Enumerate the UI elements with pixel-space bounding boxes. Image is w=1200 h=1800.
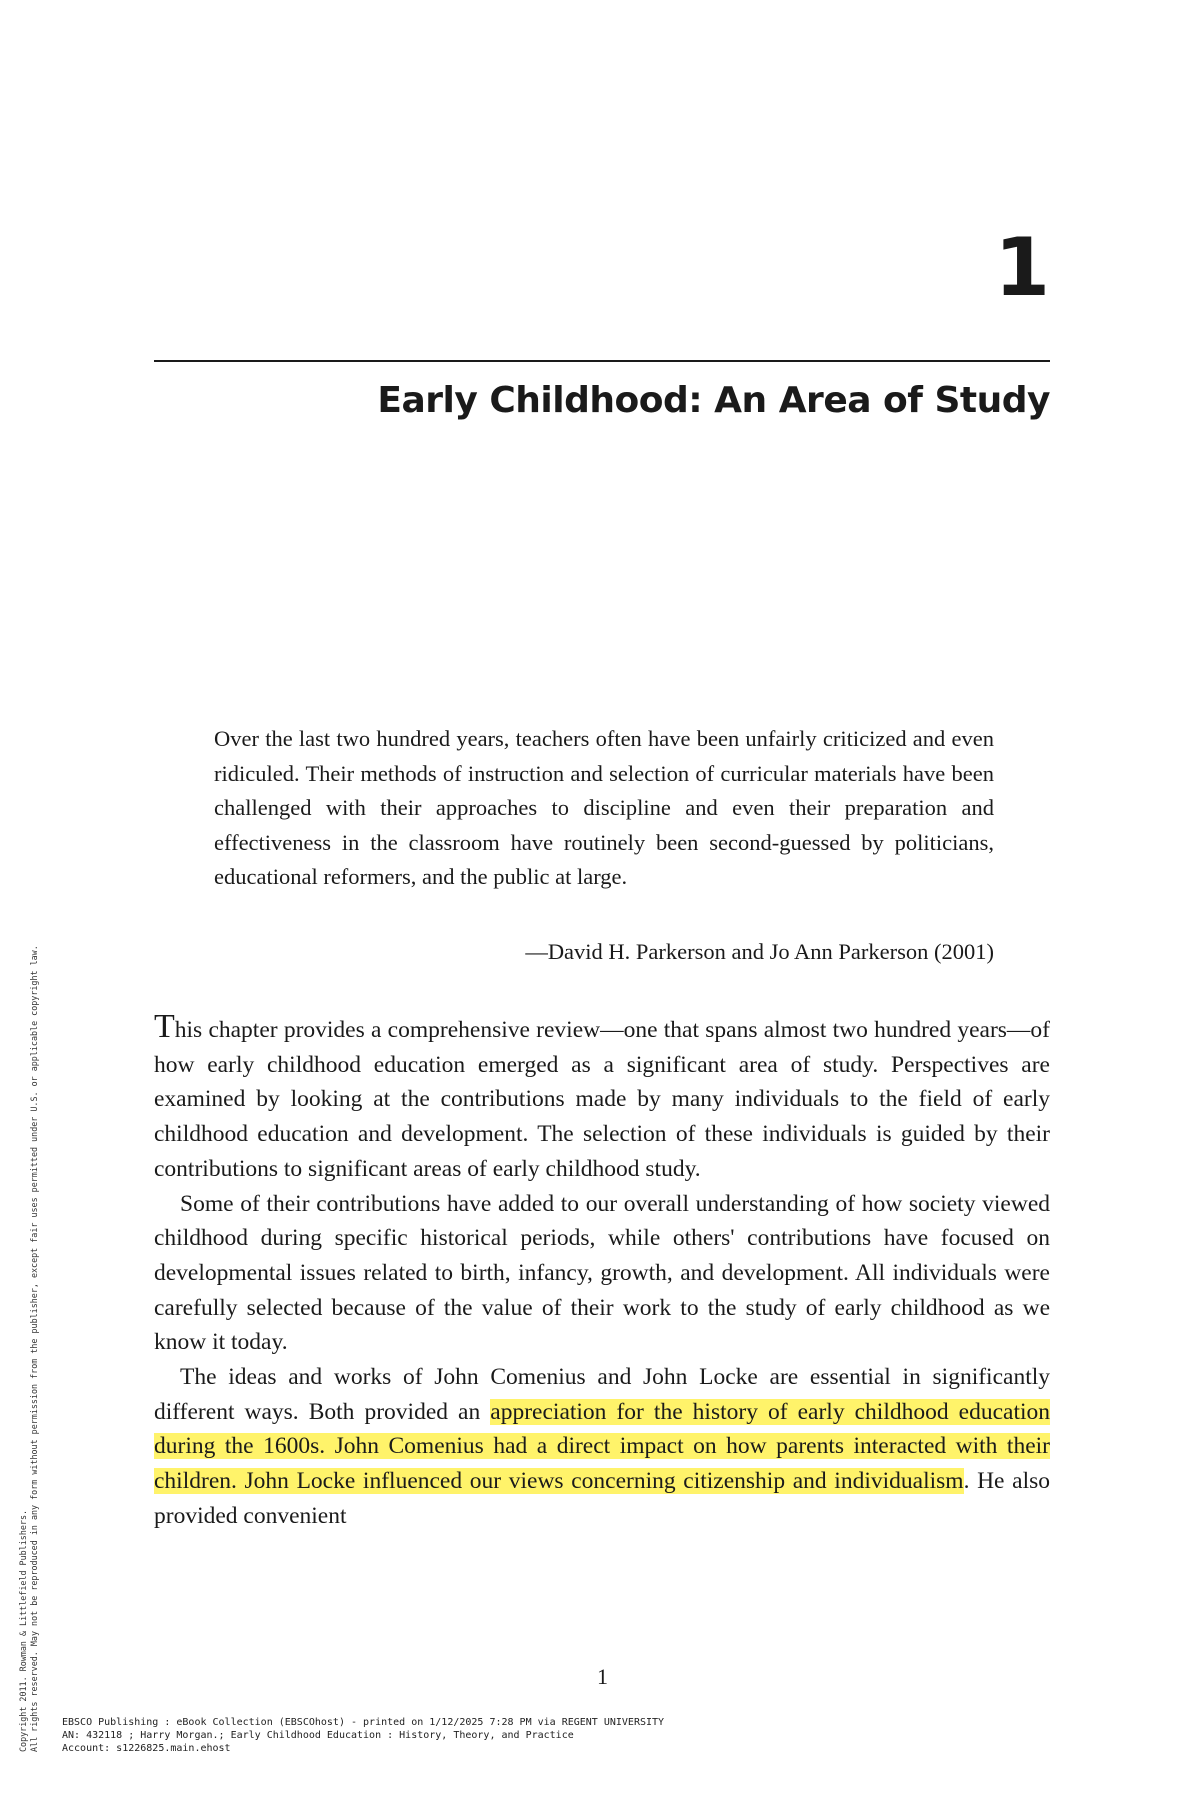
paragraph-1-text: his chapter provides a comprehensive review—one that spans almost two hundred years—of how early childhood education emerged as a significant area of study. Perspectives are examined by looking at the contributions made by many individuals to the field of early childhood education and development. The selection of these individuals is guided by their contributions to significant areas of early childhood study. <box>154 1017 1050 1182</box>
chapter-body <box>154 1010 1050 1534</box>
footer-line-2: AN: 432118 ; Harry Morgan.; Early Childhood Education : History, Theory, and Practice <box>62 1730 574 1741</box>
drop-cap: T <box>154 1008 175 1045</box>
epigraph-quote: Over the last two hundred years, teachers often have been unfairly criticized and even ridiculed. Their methods of instruction and selection of curricular materials have been challenged with their approaches to discipline and even their preparation and effectiveness in the classroom have routinely been second-guessed by politicians, educational reformers, and the public at large. <box>214 726 994 889</box>
footer-line-1: EBSCO Publishing : eBook Collection (EBSCOhost) - printed on 1/12/2025 7:28 PM via REGENT UNIVERSITY <box>62 1717 665 1728</box>
copyright-line-1: Copyright 2011. Rowman & Littlefield Publishers. <box>18 1509 28 1752</box>
epigraph-attribution: —David H. Parkerson and Jo Ann Parkerson (2001) <box>525 939 994 964</box>
body-paragraph-1 <box>154 1010 1050 1187</box>
chapter-rule <box>154 360 1050 362</box>
copyright-line-2: All rights reserved. May not be reproduced in any form without permission from the publisher, except fair uses permitted under U.S. or applicable copyright law. <box>29 945 39 1752</box>
ebsco-footer <box>62 1716 664 1755</box>
body-paragraph-2: Some of their contributions have added to our overall understanding of how society viewed childhood during specific historical periods, while others' contributions have focused on developmental issues related to birth, infancy, growth, and development. All individuals were carefully selected because of the value of their work to the study of early childhood as we know it today. <box>154 1190 1050 1356</box>
chapter-title: Early Childhood: An Area of Study <box>377 380 1050 421</box>
body-paragraph-3 <box>154 1360 1050 1534</box>
page-number: 1 <box>597 1664 608 1689</box>
chapter-number: 1 <box>994 221 1050 314</box>
highlighted-passage[interactable]: appreciation for the history of early childhood education during the 1600s. John Comenius had a direct impact on how parents interacted with their children. John Locke influenced our views concerning citizenship and individualism <box>154 1398 1051 1495</box>
paragraph-3-lead: The ideas and works of John Comenius and John Locke are essential in significantly different ways. Both provided an <box>154 1364 1050 1425</box>
copyright-side-notice <box>18 945 40 1752</box>
paragraph-3-tail: . He also provided convenient <box>154 1468 1050 1529</box>
footer-line-3: Account: s1226825.main.ehost <box>62 1743 231 1754</box>
